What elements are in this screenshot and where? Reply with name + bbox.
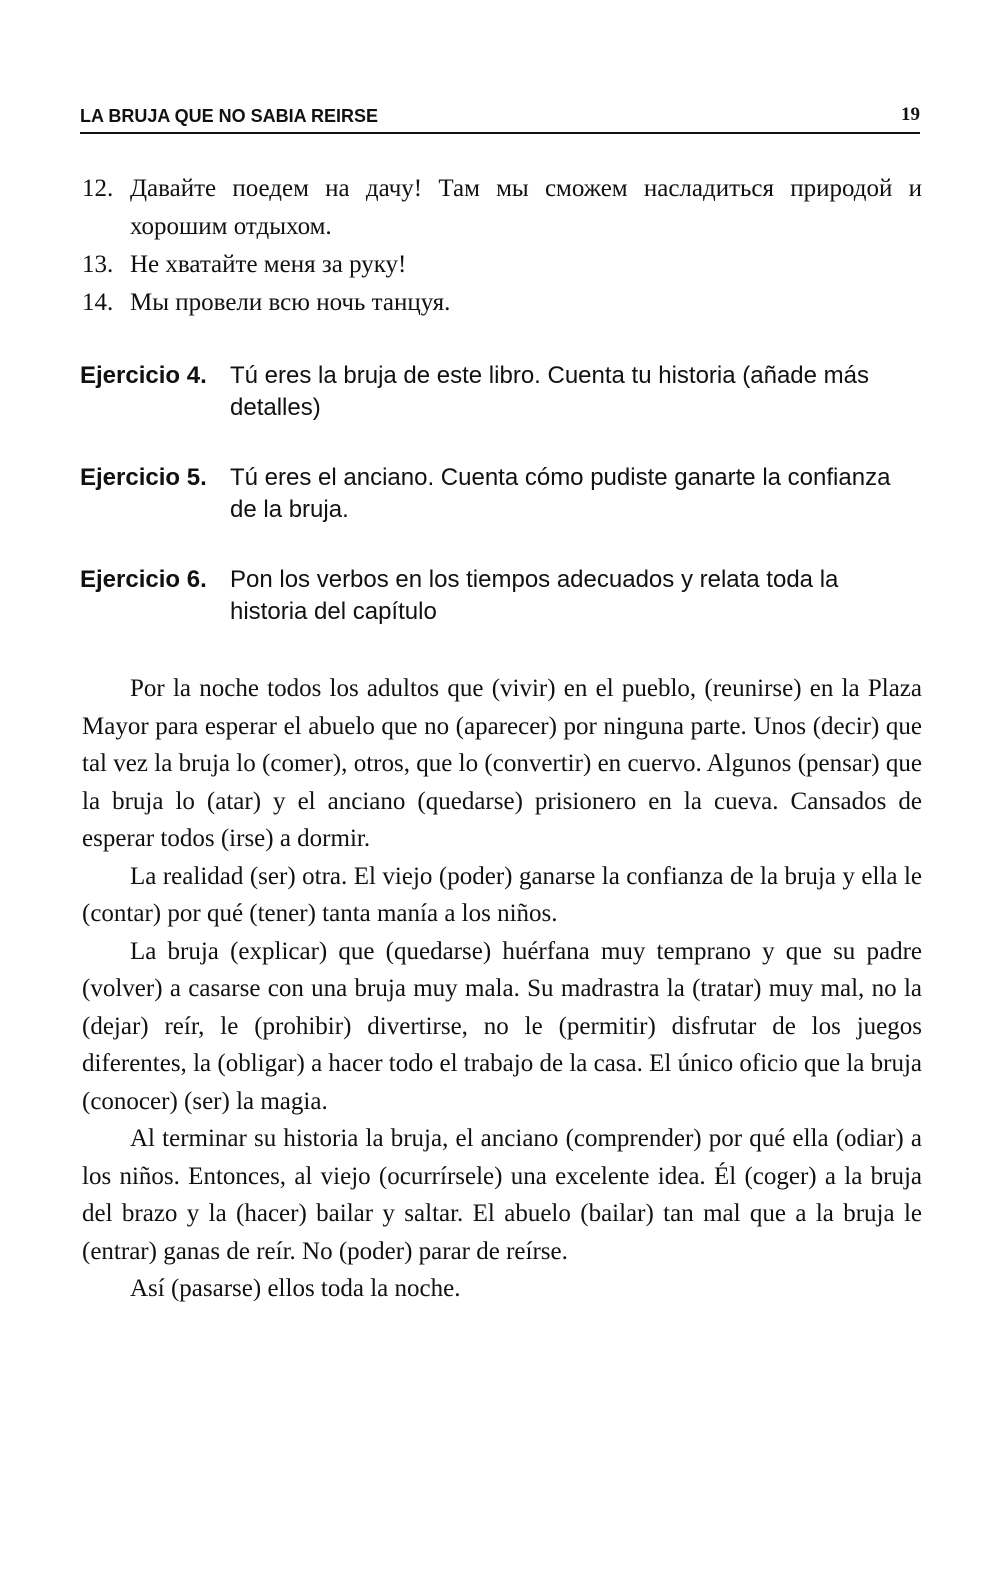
item-number: 14. xyxy=(82,289,114,316)
exercise-instruction: Tú eres la bruja de este libro. Cuenta tu historia (añade más detalles) xyxy=(230,362,870,421)
exercise-label: Ejercicio 5. xyxy=(80,464,207,491)
translation-sentences xyxy=(82,170,922,322)
header-title: LA BRUJA QUE NO SABIA REIRSE xyxy=(80,106,379,126)
list-item xyxy=(82,284,922,322)
exercise-6 xyxy=(80,564,922,628)
item-text: Не хватайте меня за руку! xyxy=(130,251,407,278)
exercise-instruction: Pon los verbos en los tiempos adecuados y relata toda la historia del capítulo xyxy=(230,566,839,625)
story-paragraph: La bruja (explicar) que (quedarse) huérfana muy temprano y que su padre (volver) a casarse con una bruja muy mala. Su madrastra la (tratar) muy mal, no la (dejar) reír, le (prohibir) divertirse, no le (permitir) disfrutar de los juegos diferentes, la (obligar) a hacer todo el trabajo de la casa. El único oficio que la bruja (conocer) (ser) la magia. xyxy=(82,937,922,1115)
story-paragraph: Al terminar su historia la bruja, el anciano (comprender) por qué ella (odiar) a los niños. Entonces, al viejo (ocurrírsele) una excelente idea. Él (coger) a la bruja del brazo y la (hacer) bailar y saltar. El abuelo (bailar) tan mal que a la bruja le (entrar) ganas de reír. No (poder) parar de reírse. xyxy=(82,1125,922,1265)
running-header xyxy=(80,104,920,134)
item-number: 12. xyxy=(82,175,114,202)
exercise-instruction: Tú eres el anciano. Cuenta cómo pudiste ganarte la confianza de la bruja. xyxy=(230,464,891,523)
story-text xyxy=(82,670,922,1308)
exercise-4 xyxy=(80,360,922,424)
list-item xyxy=(82,246,922,284)
story-paragraph: Por la noche todos los adultos que (vivir) en el pueblo, (reunirse) en la Plaza Mayor para esperar el abuelo que no (aparecer) por ninguna parte. Unos (decir) que tal vez la bruja lo (comer), otros, que lo (convertir) en cuervo. Algunos (pensar) que la bruja lo (atar) y el anciano (quedarse) prisionero en la cueva. Cansados de esperar todos (irse) a dormir. xyxy=(82,675,922,852)
item-number: 13. xyxy=(82,251,114,278)
list-item xyxy=(82,170,922,246)
page-number: 19 xyxy=(901,104,920,125)
exercise-label: Ejercicio 6. xyxy=(80,566,207,593)
story-paragraph: La realidad (ser) otra. El viejo (poder) ganarse la confianza de la bruja y ella le (contar) por qué (tener) tanta manía a los niños. xyxy=(82,862,922,927)
item-text: Давайте поедем на дачу! Там мы сможем насладиться природой и хорошим отдыхом. xyxy=(130,175,922,240)
exercise-5 xyxy=(80,462,922,526)
story-paragraph: Así (pasarse) ellos toda la noche. xyxy=(130,1275,461,1302)
item-text: Мы провели всю ночь танцуя. xyxy=(130,289,451,316)
exercise-label: Ejercicio 4. xyxy=(80,362,207,389)
